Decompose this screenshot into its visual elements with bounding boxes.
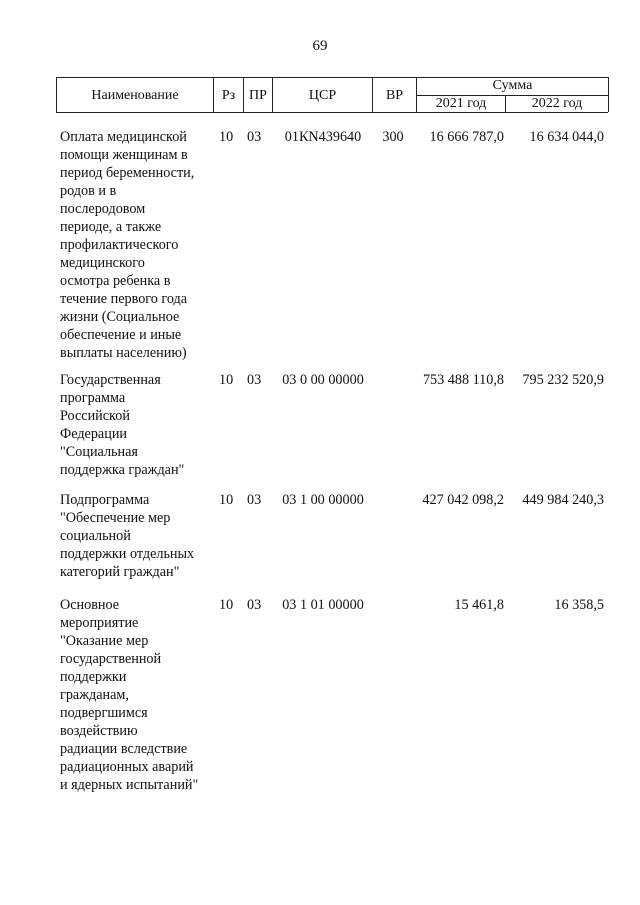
row-pr: 03	[247, 597, 262, 613]
row-sum-2021: 753 488 110,8	[422, 372, 504, 388]
row-csr: 01КN439640	[284, 129, 362, 145]
row-name: Подпрограмма "Обеспечение мер социальной поддержки отдельных категорий граждан"	[60, 492, 195, 580]
row-rz: 10	[219, 129, 234, 145]
row-name: Основное мероприятие "Оказание мер государственной поддержки гражданам, подвергшимся воздействию радиации вследствие радиационных аварий и ядерных испытаний"	[60, 597, 199, 793]
header-name: Наименование	[91, 88, 179, 103]
header-sum: Сумма	[492, 78, 533, 93]
row-pr: 03	[247, 372, 262, 388]
row-rz: 10	[219, 372, 234, 388]
header-pr: ПР	[249, 88, 267, 103]
row-pr: 03	[247, 492, 262, 508]
header-vr: ВР	[385, 88, 404, 103]
row-sum-2021: 16 666 787,0	[429, 129, 504, 145]
page-number: 69	[312, 38, 328, 54]
row-rz: 10	[219, 492, 234, 508]
row-csr: 03 0 00 00000	[282, 372, 364, 388]
row-sum-2022: 16 358,5	[554, 597, 604, 613]
row-sum-2021: 427 042 098,2	[422, 492, 504, 508]
row-sum-2021: 15 461,8	[454, 597, 504, 613]
row-csr: 03 1 00 00000	[282, 492, 364, 508]
header-csr: ЦСР	[308, 88, 337, 103]
header-rz: Рз	[221, 88, 236, 103]
row-sum-2022: 449 984 240,3	[522, 492, 604, 508]
row-vr: 300	[382, 129, 404, 145]
row-name: Оплата медицинской помощи женщинам в период беременности, родов и в послеродовом периоде, а также профилактического медицинского осмотра ребенка в течение первого года жизни (Социальное обеспечение и иные выплаты населению)	[60, 129, 195, 361]
row-pr: 03	[247, 129, 262, 145]
row-csr: 03 1 01 00000	[282, 597, 364, 613]
row-rz: 10	[219, 597, 234, 613]
row-sum-2022: 795 232 520,9	[522, 372, 604, 388]
row-sum-2022: 16 634 044,0	[529, 129, 604, 145]
header-year-2021: 2021 год	[435, 96, 487, 111]
row-name: Государственная программа Российской Федерации "Социальная поддержка граждан"	[60, 372, 185, 478]
header-year-2022: 2022 год	[531, 96, 583, 111]
